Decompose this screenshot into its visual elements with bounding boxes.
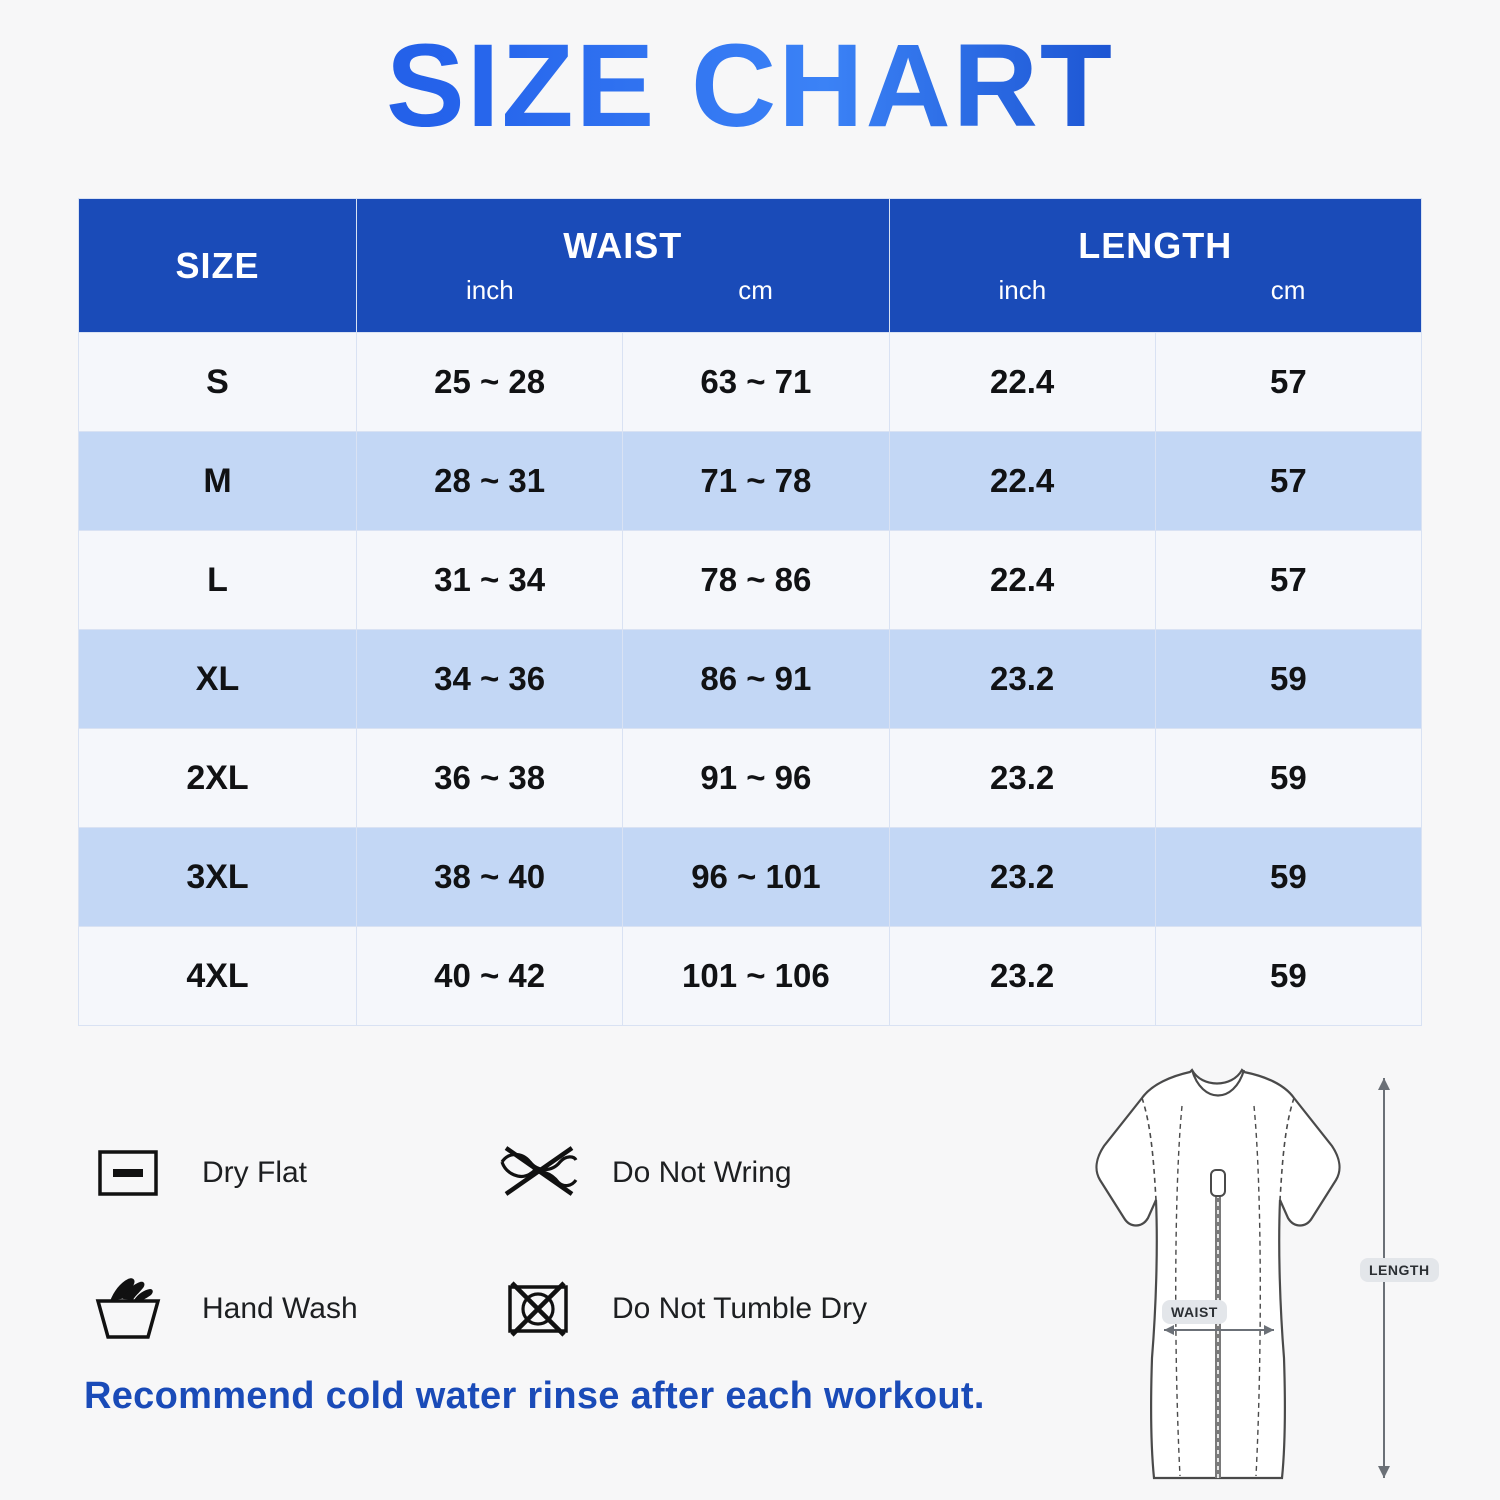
header-waist-inch: inch	[466, 275, 514, 305]
dry-flat-icon	[82, 1127, 174, 1219]
page-title: SIZE CHART	[0, 22, 1500, 152]
size-table	[78, 198, 1422, 1026]
cell-length-inch: 22.4	[889, 531, 1155, 630]
care-item-do-not-wring	[492, 1127, 902, 1219]
cell-size: M	[79, 432, 357, 531]
table-row	[79, 531, 1422, 630]
cell-waist-inch: 40 ~ 42	[357, 927, 623, 1026]
table-row	[79, 828, 1422, 927]
cell-length-cm: 59	[1155, 828, 1421, 927]
header-length-inch: inch	[998, 275, 1047, 305]
size-table-head	[79, 199, 1422, 333]
cell-length-inch: 23.2	[889, 729, 1155, 828]
care-label-do-not-tumble-dry: Do Not Tumble Dry	[612, 1292, 868, 1325]
care-note: Recommend cold water rinse after each workout.	[84, 1375, 985, 1417]
cell-length-inch: 23.2	[889, 630, 1155, 729]
waist-measure-tag: WAIST	[1162, 1300, 1227, 1324]
care-item-do-not-tumble-dry	[492, 1263, 902, 1355]
cell-length-inch: 22.4	[889, 333, 1155, 432]
cell-size: 4XL	[79, 927, 357, 1026]
length-measure-tag: LENGTH	[1360, 1258, 1439, 1282]
cell-waist-inch: 25 ~ 28	[357, 333, 623, 432]
cell-waist-cm: 101 ~ 106	[623, 927, 889, 1026]
care-row-2	[82, 1241, 982, 1377]
cell-size: L	[79, 531, 357, 630]
table-header-row	[79, 199, 1422, 333]
header-length	[889, 199, 1422, 333]
cell-waist-inch: 38 ~ 40	[357, 828, 623, 927]
cell-waist-inch: 34 ~ 36	[357, 630, 623, 729]
header-waist-label: WAIST	[563, 225, 683, 266]
cell-length-inch: 23.2	[889, 828, 1155, 927]
cell-waist-cm: 86 ~ 91	[623, 630, 889, 729]
table-row	[79, 729, 1422, 828]
cell-waist-cm: 71 ~ 78	[623, 432, 889, 531]
care-label-hand-wash: Hand Wash	[202, 1292, 358, 1325]
do-not-tumble-dry-icon	[492, 1263, 584, 1355]
cell-length-cm: 57	[1155, 531, 1421, 630]
table-row	[79, 333, 1422, 432]
care-label-dry-flat: Dry Flat	[202, 1156, 307, 1189]
header-waist	[357, 199, 890, 333]
cell-waist-cm: 63 ~ 71	[623, 333, 889, 432]
hand-wash-icon	[82, 1263, 174, 1355]
cell-waist-cm: 96 ~ 101	[623, 828, 889, 927]
header-size: SIZE	[79, 199, 357, 333]
care-item-dry-flat	[82, 1127, 492, 1219]
cell-length-cm: 57	[1155, 333, 1421, 432]
care-label-do-not-wring: Do Not Wring	[612, 1156, 792, 1189]
table-row	[79, 630, 1422, 729]
garment-diagram	[992, 1058, 1452, 1488]
cell-size: S	[79, 333, 357, 432]
cell-length-cm: 57	[1155, 432, 1421, 531]
cell-size: 3XL	[79, 828, 357, 927]
size-table-container	[78, 198, 1422, 1026]
table-row	[79, 927, 1422, 1026]
cell-size: XL	[79, 630, 357, 729]
cell-length-inch: 23.2	[889, 927, 1155, 1026]
cell-size: 2XL	[79, 729, 357, 828]
size-table-body	[79, 333, 1422, 1026]
cell-waist-cm: 78 ~ 86	[623, 531, 889, 630]
cell-waist-cm: 91 ~ 96	[623, 729, 889, 828]
cell-waist-inch: 31 ~ 34	[357, 531, 623, 630]
header-length-cm: cm	[1270, 275, 1306, 305]
cell-length-cm: 59	[1155, 729, 1421, 828]
cell-waist-inch: 36 ~ 38	[357, 729, 623, 828]
header-waist-cm: cm	[738, 275, 773, 305]
cell-waist-inch: 28 ~ 31	[357, 432, 623, 531]
care-instructions	[82, 1105, 982, 1377]
header-length-label: LENGTH	[1078, 225, 1233, 266]
cell-length-cm: 59	[1155, 927, 1421, 1026]
do-not-wring-icon	[492, 1127, 584, 1219]
table-row	[79, 432, 1422, 531]
care-item-hand-wash	[82, 1263, 492, 1355]
care-row-1	[82, 1105, 982, 1241]
cell-length-cm: 59	[1155, 630, 1421, 729]
cell-length-inch: 22.4	[889, 432, 1155, 531]
